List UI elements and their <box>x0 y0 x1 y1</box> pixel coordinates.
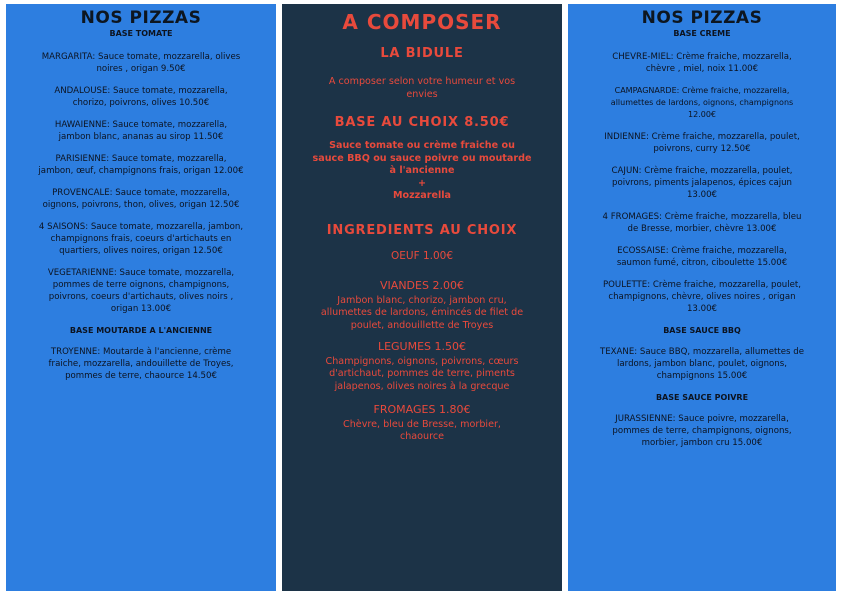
pizza-item-jurassienne: JURASSIENNE: Sauce poivre, mozzarella, pommes de terre, champignons, oignons, morbier, jambon cru 15.00€ <box>612 414 792 448</box>
la-bidule-title: LA BIDULE <box>380 46 464 61</box>
base-choice-heading: BASE AU CHOIX 8.50€ <box>334 115 510 130</box>
pizza-item-andalouse: ANDALOUSE: Sauce tomate, mozzarella, chorizo, poivrons, olives 10.50€ <box>54 86 228 108</box>
left-menu-panel <box>6 4 276 591</box>
compose-intro-text: A composer selon votre humeur et vos envies <box>328 76 516 100</box>
viandes-list: Jambon blanc, chorizo, jambon cru, allumettes de lardons, émincés de filet de poulet, andouillette de Troyes <box>320 294 524 331</box>
right-base-creme-label: BASE CREME <box>673 29 731 38</box>
base-plus-sign: + <box>417 177 427 189</box>
ingredients-heading: INGREDIENTS AU CHOIX <box>326 222 518 238</box>
pizza-item-parisienne: PARISIENNE: Sauce tomate, mozzarella, jambon, œuf, champignons frais, origan 12.00€ <box>38 154 244 176</box>
pizza-item-vegetarienne: VEGETARIENNE: Sauce tomate, mozzarella, pommes de terre oignons, champignons, poivrons, coeurs d'artichauts, olives noirs , origan 13.00€ <box>47 268 235 314</box>
left-base-moutarde-label: BASE MOUTARDE A L'ANCIENNE <box>69 326 213 335</box>
viandes-heading: VIANDES 2.00€ <box>380 279 464 292</box>
legumes-heading: LEGUMES 1.50€ <box>377 340 467 353</box>
fromages-list: Chèvre, bleu de Bresse, morbier, chaource <box>343 418 501 442</box>
pizza-item-troyenne: TROYENNE: Moutarde à l'ancienne, crème fraiche, mozzarella, andouillette de Troyes, pommes de terre, chaource 14.50€ <box>48 347 234 381</box>
pizza-item-chevre-miel: CHEVRE-MIEL: Crème fraiche, mozzarella, chèvre , miel, noix 11.00€ <box>612 52 792 74</box>
right-panel-title: NOS PIZZAS <box>641 8 763 28</box>
pizza-item-ecossaise: ECOSSAISE: Crème fraiche, mozzarella, saumon fumé, citron, ciboulette 15.00€ <box>616 246 788 268</box>
pizza-item-poulette: POULETTE: Crème fraiche, mozzarella, poulet, champignons, chèvre, olives noires , origan 13.00€ <box>602 280 801 314</box>
base-choice-text: Sauce tomate ou crème fraiche ou sauce BBQ ou sauce poivre ou moutarde à l'ancienne <box>312 140 532 176</box>
compose-title: A COMPOSER <box>342 10 502 34</box>
oeuf-price: OEUF 1.00€ <box>390 249 454 262</box>
pizza-item-4-fromages: 4 FROMAGES: Crème fraiche, mozzarella, bleu de Bresse, morbier, chèvre 13.00€ <box>602 212 802 234</box>
left-base-tomate-label: BASE TOMATE <box>109 29 173 38</box>
pizza-item-provencale: PROVENCALE: Sauce tomate, mozzarella, oignons, poivrons, thon, olives, origan 12.50€ <box>42 188 240 210</box>
right-menu-panel <box>568 4 836 591</box>
pizza-item-margarita: MARGARITA: Sauce tomate, mozzarella, olives noires , origan 9.50€ <box>41 52 241 74</box>
pizza-item-texane: TEXANE: Sauce BBQ, mozzarella, allumettes de lardons, jambon blanc, poulet, oignons, champignons 15.00€ <box>599 347 805 381</box>
base-mozzarella-text: Mozzarella <box>392 190 452 201</box>
pizza-item-indienne: INDIENNE: Crème fraiche, mozzarella, poulet, poivrons, curry 12.50€ <box>604 132 800 154</box>
legumes-list: Champignons, oignons, poivrons, cœurs d'artichaut, pommes de terre, piments jalapenos, olives noires à la grecque <box>325 355 519 392</box>
pizza-item-hawaienne: HAWAIENNE: Sauce tomate, mozzarella, jambon blanc, ananas au sirop 11.50€ <box>54 120 228 142</box>
compose-menu-panel <box>282 4 562 591</box>
pizza-item-4-saisons: 4 SAISONS: Sauce tomate, mozzarella, jambon, champignons frais, coeurs d'artichauts en quartiers, olives noires, origan 12.50€ <box>38 222 244 256</box>
left-panel-title: NOS PIZZAS <box>80 8 202 28</box>
pizza-item-cajun: CAJUN: Crème fraiche, mozzarella, poulet, poivrons, piments jalapenos, épices cajun 13.00€ <box>611 166 793 200</box>
fromages-heading: FROMAGES 1.80€ <box>373 403 471 416</box>
pizza-item-campagnarde: CAMPAGNARDE: Crème fraiche, mozzarella, allumettes de lardons, oignons, champignons 12.00€ <box>610 86 794 119</box>
right-base-bbq-label: BASE SAUCE BBQ <box>663 326 741 335</box>
right-base-poivre-label: BASE SAUCE POIVRE <box>655 393 749 402</box>
